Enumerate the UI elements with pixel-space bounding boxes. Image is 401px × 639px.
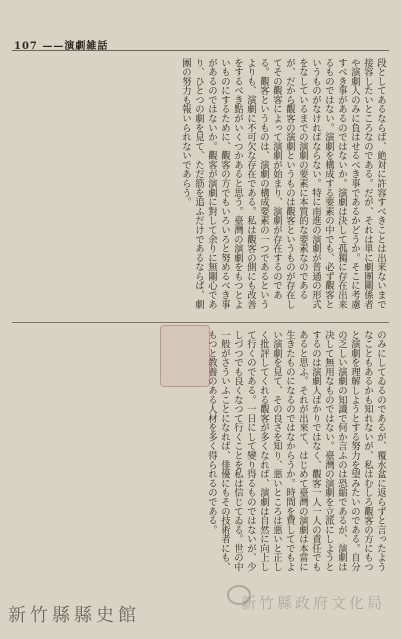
- watermark-text: 新竹縣政府文化局: [240, 594, 385, 612]
- header-rule: [12, 50, 389, 51]
- section-divider: [12, 322, 389, 323]
- ink-stamp: [160, 325, 210, 387]
- text-block-lower: のみにしてゐるのであるが、覆水盆に返らずと言ったようなこともあるかも知れないが、私はむしろ觀客の方にもつと演劇を理解しようとする努力を望みたいのである。自分の乏しい演劇の知識で何か言ふのは恐縮であるが、演劇は决して無用なものではない。臺灣の演劇を立派にしようとするのは演劇人ばかりではなく、觀客一人一人の責任でもあると思ふ。それが出來て、はじめて臺灣の演劇は本當に生きたものになるのではなからうか。時間を費してでもよい演劇を見て、その良さを知り、悪いところは悪いと正しく批評してくれる觀客が多くなれば、演劇は自然に向上して行くのである。一日にして變り得るものではないが、少しづつでも良くなつて行くことを私は信じてゐる。世の中一般がさういふことになれば、俳優にもその技術者にも、もつと教養のある人材を多く得られるのである。: [206, 330, 386, 572]
- text-block-upper: 段としてあるならば、絶対に許容すべきことは出来ないまで接容したいところなのである。だが、それは単に劇團關係者や演劇人のみに負はせるべき事であるかどうか。そこに考慮すべき事があるのではないか。演劇は決して孤獨に存在出来るものではない。演劇を構成する要素の中でも、必ず觀客というものがなければならない。特に南進の演劇が普通の形式をなしているまでの演劇の要素に本質的な要素なのであるが、だから觀客の演劇というものは觀客というものが存在してその觀客によって演劇が始まり、演劇が存在するのである。觀客というものは、演劇の構成要素の一つであるというよりも、演劇に不可欠な存在である。私は觀客の側にも改善をするべき點がいくつかあると思う。臺灣の演劇をもつとよいものにするために、觀客の方でもいろいろと努めるべき事があるのではないか。觀客が演劇に對して余りに無關心であり、ひとつの劇を見て、ただ筋を追ふだけであるならば、劇團の努力も報いられないであらう。: [180, 58, 386, 309]
- page-header: 107 ——演劇雑話: [14, 41, 109, 52]
- footer-archive-label: 新竹縣縣史館: [8, 605, 140, 626]
